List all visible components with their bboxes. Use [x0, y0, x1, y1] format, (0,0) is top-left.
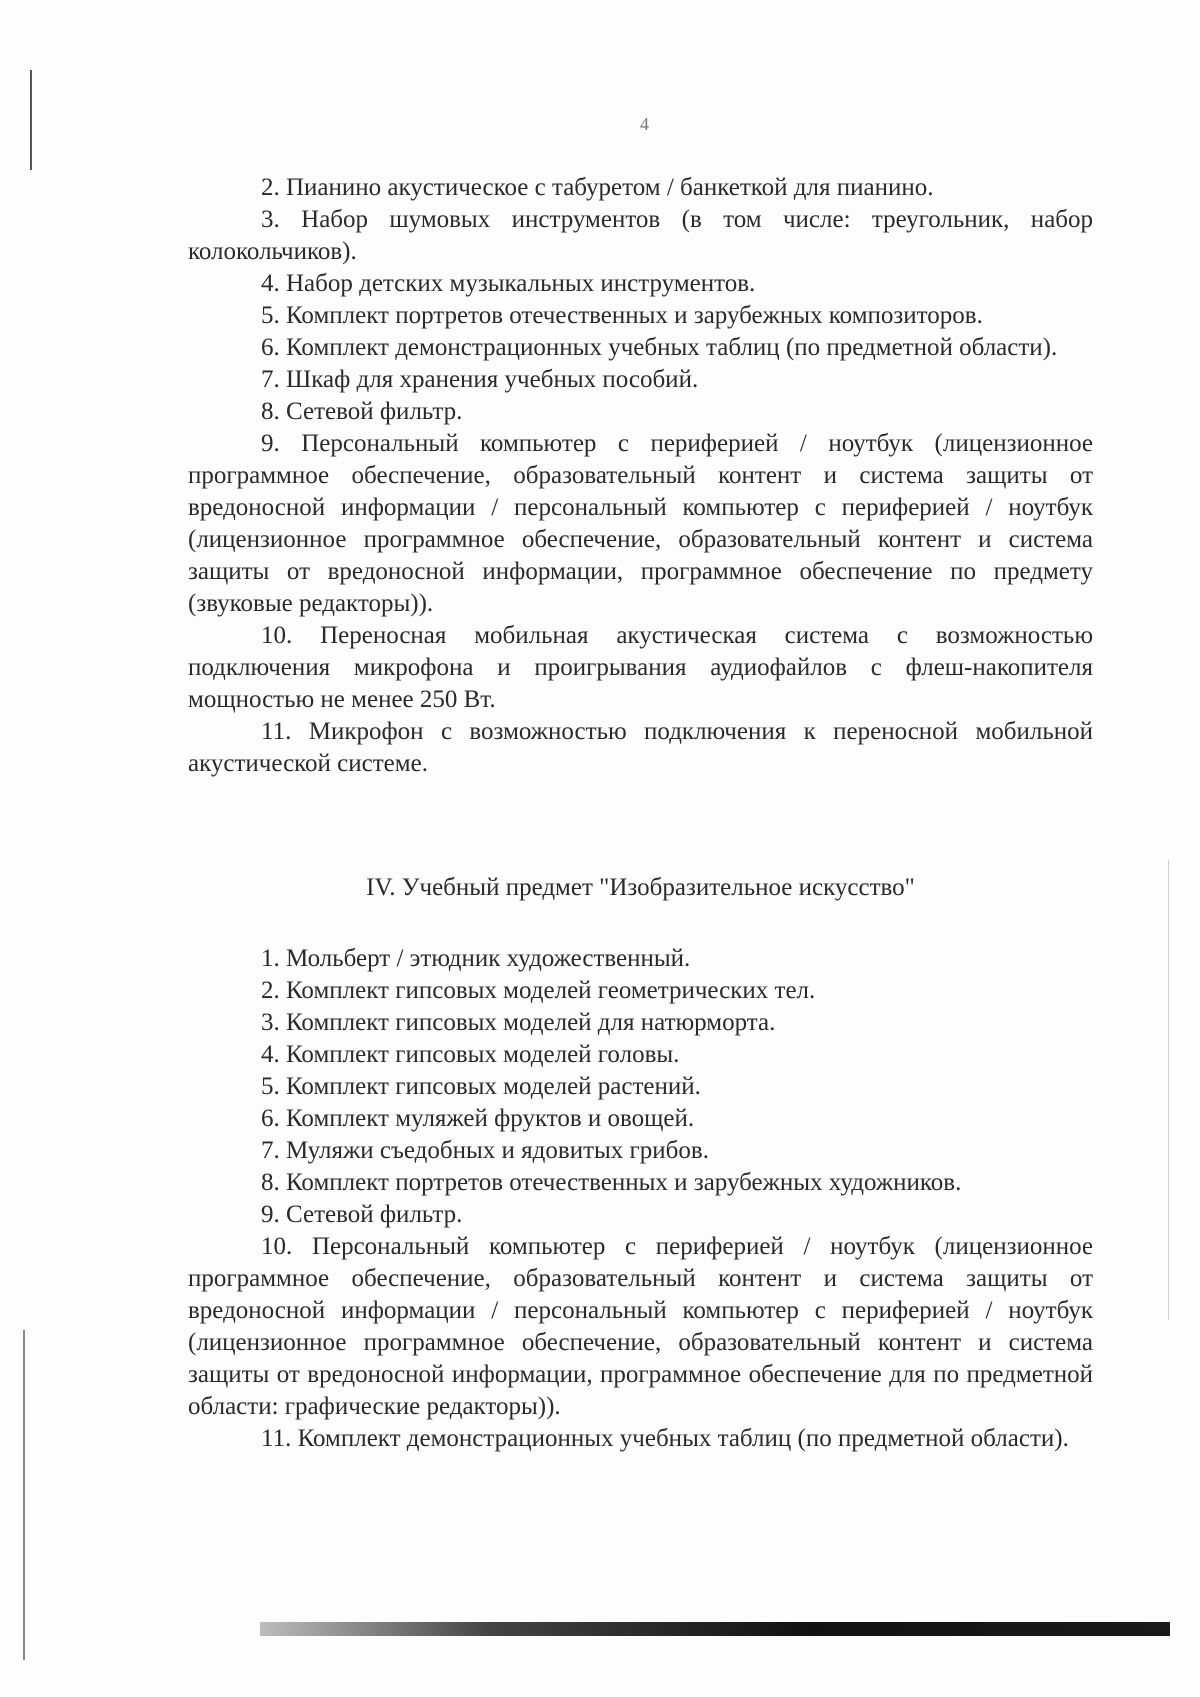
list-item: [188, 396, 1093, 428]
item-number: 9.: [261, 430, 280, 457]
item-number: 7.: [261, 366, 280, 393]
item-number: 11.: [261, 1425, 292, 1452]
scan-margin-mark: [23, 1330, 25, 1660]
item-number: 2.: [261, 174, 280, 201]
item-number: 8.: [261, 398, 280, 425]
item-number: 5.: [261, 302, 280, 329]
item-text: Комплект гипсовых моделей геометрических тел.: [286, 977, 816, 1004]
item-number: 10.: [261, 622, 293, 649]
item-number: 8.: [261, 1169, 280, 1196]
list-item: [188, 204, 1093, 268]
item-text: Комплект портретов отечественных и зарубежных художников.: [286, 1169, 962, 1196]
item-number: 1.: [261, 945, 280, 972]
item-text: Сетевой фильтр.: [286, 1201, 463, 1228]
art-equipment-list: [188, 943, 1093, 1455]
item-text: Сетевой фильтр.: [286, 398, 463, 425]
list-item: [188, 1167, 1093, 1199]
item-text: Комплект портретов отечественных и зарубежных композиторов.: [286, 302, 983, 329]
item-text: Персональный компьютер с периферией / ноутбук (лицензионное программное обеспечение, образовательный контент и система защиты от вредоносной информации / персональный компьютер с периферией / ноутбук (лицензионное программное обеспечение, образовательный контент и система защиты от вредоносной информации, программное обеспечение для по предметной области: графические редакторы)).: [188, 1233, 1093, 1420]
item-number: 11.: [261, 718, 292, 745]
list-item: [188, 1199, 1093, 1231]
section-heading: IV. Учебный предмет "Изобразительное искусство": [366, 874, 915, 901]
list-item: [188, 332, 1093, 364]
list-item: [188, 1423, 1093, 1455]
list-item: [188, 716, 1093, 780]
item-text: Комплект гипсовых моделей растений.: [286, 1073, 701, 1100]
item-number: 7.: [261, 1137, 280, 1164]
list-item: [188, 1135, 1093, 1167]
item-text: Набор детских музыкальных инструментов.: [286, 270, 756, 297]
item-text: Шкаф для хранения учебных пособий.: [286, 366, 699, 393]
item-text: Комплект демонстрационных учебных таблиц (по предметной области).: [297, 1425, 1069, 1452]
list-item: [188, 1071, 1093, 1103]
item-text: Комплект муляжей фруктов и овощей.: [286, 1105, 695, 1132]
item-text: Персональный компьютер с периферией / ноутбук (лицензионное программное обеспечение, образовательный контент и система защиты от вредоносной информации / персональный компьютер с периферией / ноутбук (лицензионное программное обеспечение, образовательный контент и система защиты от вредоносной информации, программное обеспечение по предмету (звуковые редакторы)).: [188, 430, 1093, 617]
list-item: [188, 172, 1093, 204]
list-item: [188, 975, 1093, 1007]
item-number: 6.: [261, 1105, 280, 1132]
item-number: 4.: [261, 1041, 280, 1068]
item-number: 9.: [261, 1201, 280, 1228]
item-number: 2.: [261, 977, 280, 1004]
item-number: 3.: [261, 1009, 280, 1036]
list-item: [188, 364, 1093, 396]
item-number: 6.: [261, 334, 280, 361]
list-item: [188, 620, 1093, 716]
list-item: [188, 1103, 1093, 1135]
item-number: 3.: [261, 206, 280, 233]
item-text: Пианино акустическое с табуретом / банкеткой для пианино.: [286, 174, 934, 201]
item-number: 5.: [261, 1073, 280, 1100]
list-item: [188, 268, 1093, 300]
item-text: Комплект демонстрационных учебных таблиц (по предметной области).: [286, 334, 1058, 361]
scan-margin-mark: [1168, 860, 1169, 1320]
item-number: 4.: [261, 270, 280, 297]
scan-margin-mark: [30, 70, 32, 170]
item-text: Комплект гипсовых моделей головы.: [286, 1041, 680, 1068]
page-number: 4: [640, 114, 649, 134]
item-text: Муляжи съедобных и ядовитых грибов.: [286, 1137, 709, 1164]
scan-bottom-edge: [260, 1622, 1170, 1636]
list-item: [188, 1007, 1093, 1039]
list-item: [188, 300, 1093, 332]
item-text: Микрофон с возможностью подключения к переносной мобильной акустической системе.: [188, 718, 1093, 777]
list-item: [188, 943, 1093, 975]
list-item: [188, 428, 1093, 620]
item-text: Мольберт / этюдник художественный.: [286, 945, 691, 972]
item-text: Комплект гипсовых моделей для натюрморта.: [286, 1009, 776, 1036]
item-number: 10.: [261, 1233, 293, 1260]
music-equipment-list: [188, 172, 1093, 780]
list-item: [188, 1231, 1093, 1423]
item-text: Переносная мобильная акустическая система с возможностью подключения микрофона и проигрывания аудиофайлов с флеш-накопителя мощностью не менее 250 Вт.: [188, 622, 1093, 713]
item-text: Набор шумовых инструментов (в том числе: треугольник, набор колокольчиков).: [188, 206, 1094, 265]
list-item: [188, 1039, 1093, 1071]
